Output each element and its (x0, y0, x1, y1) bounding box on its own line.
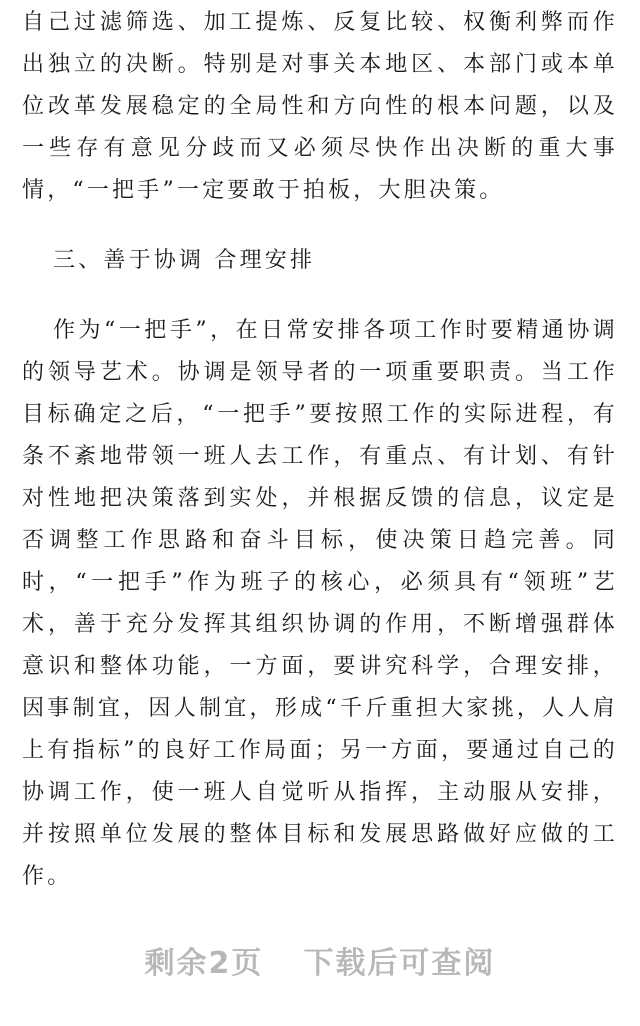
paragraph-continued: 自己过滤筛选、加工提炼、反复比较、权衡利弊而作出独立的决断。特别是对事关本地区、本部门或本单位改革发展稳定的全局性和方向性的根本问题，以及一些存有意见分歧而又必须尽快作出决断的重大事情，“一把手”一定要敢于拍板，大胆决策。 (22, 10, 618, 203)
paragraph-main: 作为“一把手”，在日常安排各项工作时要精通协调的领导艺术。协调是领导者的一项重要职责。当工作目标确定之后，“一把手”要按照工作的实际进程，有条不紊地带领一班人去工作，有重点、有计划、有针对性地把决策落到实处，并根据反馈的信息，议定是否调整工作思路和奋斗目标，使决策日趋完善。同时，“一把手”作为班子的核心，必须具有“领班”艺术，善于充分发挥其组织协调的作用，不断增强群体意识和整体功能，一方面，要讲究科学，合理安排，因事制宜，因人制宜，形成“千斤重担大家挑，人人肩上有指标”的良好工作局面；另一方面，要通过自己的协调工作，使一班人自觉听从指挥，主动服从安排，并按照单位发展的整体目标和发展思路做好应做的工作。 (22, 318, 618, 889)
remaining-pages-label: 剩余2页 (144, 946, 264, 981)
section-heading: 三、善于协调 合理安排 (53, 248, 316, 273)
download-prompt[interactable] (0, 940, 640, 988)
download-hint-label: 下载后可查阅 (303, 946, 496, 981)
document-body (22, 2, 618, 898)
